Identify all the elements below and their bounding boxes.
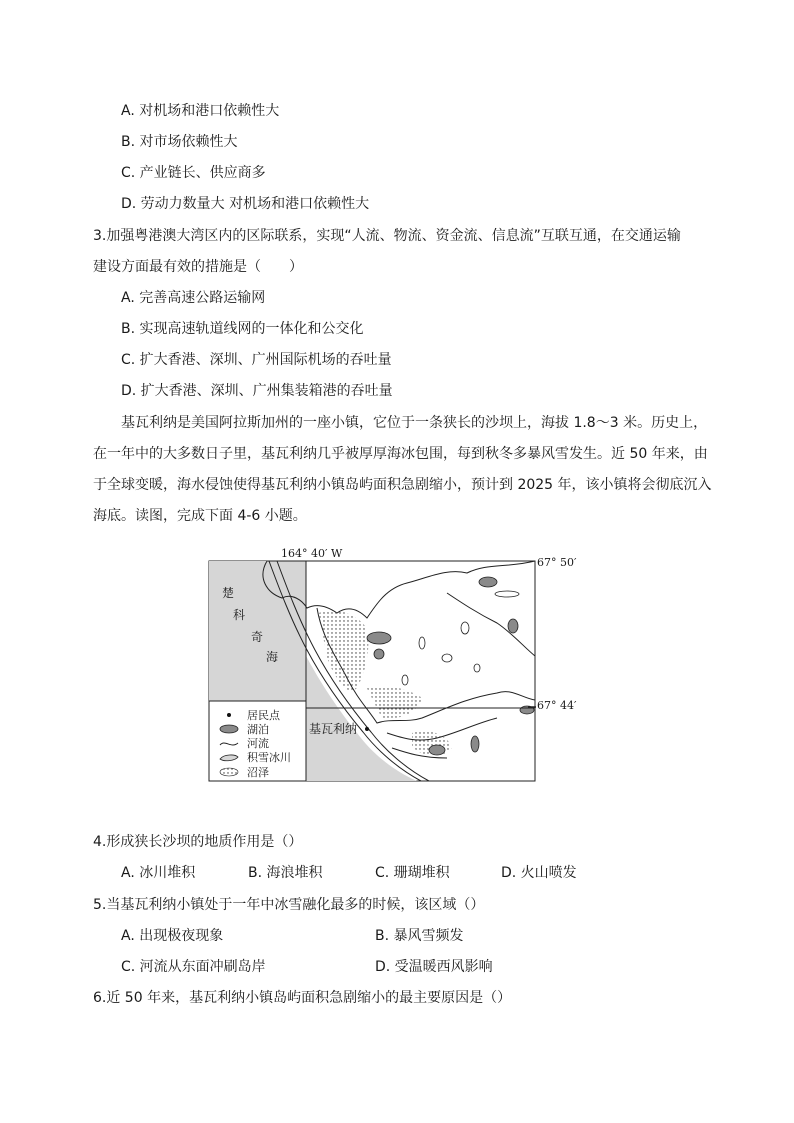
town-label: 基瓦利纳 bbox=[309, 722, 358, 736]
passage-line2: 在一年中的大多数日子里，基瓦利纳几乎被厚厚海冰包围，每到秋冬多暴风雪发生。近 50 年来，由 bbox=[93, 446, 708, 462]
q5-option-c: C. 河流从东面冲刷岛岸 bbox=[121, 959, 266, 975]
q4-stem: 4.形成狭长沙坝的地质作用是（） bbox=[93, 834, 303, 850]
q3-option-a: A. 完善高速公路运输网 bbox=[121, 290, 266, 306]
lake bbox=[374, 649, 384, 659]
legend-marsh: 沼泽 bbox=[247, 766, 269, 779]
q3-stem-line2: 建设方面最有效的措施是（ ） bbox=[93, 259, 303, 275]
q4-option-b: B. 海浪堆积 bbox=[248, 865, 323, 881]
lake bbox=[508, 619, 518, 633]
q5-option-a: A. 出现极夜现象 bbox=[121, 928, 224, 944]
q4-option-d: D. 火山喷发 bbox=[501, 865, 577, 881]
latitude-bottom-label: 67° 44′ bbox=[537, 699, 577, 712]
q2-option-d: D. 劳动力数量大 对机场和港口依赖性大 bbox=[121, 196, 370, 212]
passage-line1: 基瓦利纳是美国阿拉斯加州的一座小镇，它位于一条狭长的沙坝上，海拔 1.8～3 米。历史上， bbox=[121, 415, 708, 431]
settlement-dot bbox=[365, 727, 369, 731]
legend-settlement: 居民点 bbox=[247, 709, 280, 722]
q4-option-c: C. 珊瑚堆积 bbox=[375, 865, 450, 881]
legend-river: 河流 bbox=[247, 737, 269, 750]
sea-label-char: 楚 bbox=[222, 586, 235, 600]
q4-option-a: A. 冰川堆积 bbox=[121, 865, 196, 881]
sea-label-char: 海 bbox=[266, 650, 279, 664]
marsh-legend-icon bbox=[220, 768, 238, 776]
legend-lake: 湖泊 bbox=[247, 723, 269, 736]
q3-option-c: C. 扩大香港、深圳、广州国际机场的吞吐量 bbox=[121, 352, 392, 368]
q3-stem-line1: 3.加强粤港澳大湾区内的区际联系，实现“人流、物流、资金流、信息流”互联互通，在交通运输 bbox=[93, 228, 681, 244]
q5-stem: 5.当基瓦利纳小镇处于一年中冰雪融化最多的时候，该区域（） bbox=[93, 897, 485, 913]
passage-line4: 海底。读图，完成下面 4-6 小题。 bbox=[93, 508, 307, 524]
q2-option-a: A. 对机场和港口依赖性大 bbox=[121, 103, 280, 119]
q3-option-d: D. 扩大香港、深圳、广州集装箱港的吞吐量 bbox=[121, 383, 393, 399]
legend-glacier: 积雪冰川 bbox=[247, 751, 291, 764]
q5-option-d: D. 受温暖西风影响 bbox=[375, 959, 493, 975]
lake bbox=[429, 745, 445, 755]
lake-legend-icon bbox=[220, 725, 238, 733]
lake bbox=[367, 632, 391, 644]
passage-line3: 于全球变暖，海水侵蚀使得基瓦利纳小镇岛屿面积急剧缩小，预计到 2025 年，该小镇将会彻底沉入 bbox=[93, 477, 712, 493]
q6-stem: 6.近 50 年来，基瓦利纳小镇岛屿面积急剧缩小的最主要原因是（） bbox=[93, 990, 512, 1006]
q3-option-b: B. 实现高速轨道线网的一体化和公交化 bbox=[121, 321, 364, 337]
longitude-label: 164° 40′ W bbox=[281, 548, 343, 560]
lake bbox=[479, 577, 497, 587]
lake bbox=[471, 736, 479, 752]
q2-option-c: C. 产业链长、供应商多 bbox=[121, 165, 266, 181]
kivalina-map bbox=[207, 548, 587, 784]
latitude-top-label: 67° 50′ bbox=[537, 556, 577, 569]
q2-option-b: B. 对市场依赖性大 bbox=[121, 134, 238, 150]
sea-label-char: 奇 bbox=[251, 630, 264, 644]
settlement-legend-icon bbox=[227, 713, 231, 717]
q5-option-b: B. 暴风雪频发 bbox=[375, 928, 464, 944]
sea-label-char: 科 bbox=[233, 608, 246, 622]
